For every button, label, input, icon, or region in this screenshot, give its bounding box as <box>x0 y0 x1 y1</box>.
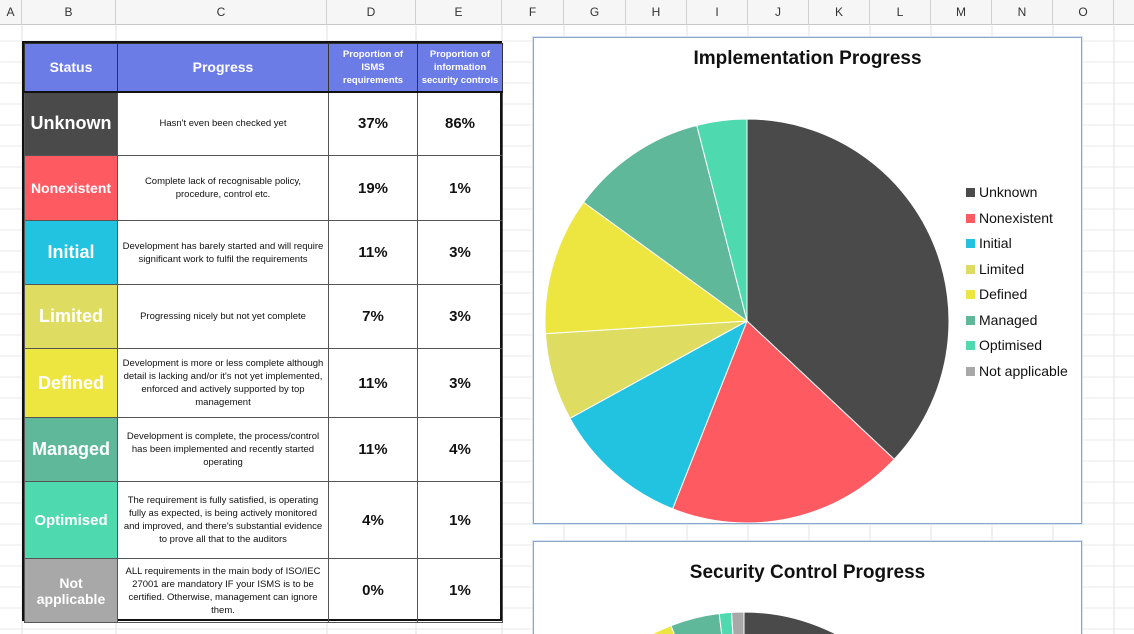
progress-cell[interactable]: ALL requirements in the main body of ISO/IEC 27001 are mandatory IF your ISMS is to be certified. Otherwise, management can ignore them. <box>118 559 329 623</box>
controls-percent-cell[interactable]: 86% <box>418 92 503 156</box>
implementation-progress-chart[interactable] <box>533 37 1082 524</box>
security-control-progress-chart[interactable] <box>533 541 1082 634</box>
controls-percent-cell[interactable]: 3% <box>418 221 503 285</box>
legend-label: Unknown <box>979 184 1038 200</box>
isms-percent-cell[interactable]: 4% <box>329 482 418 559</box>
isms-percent-cell[interactable]: 19% <box>329 156 418 221</box>
controls-proportion-header[interactable]: Proportion of information security controls <box>418 44 503 92</box>
column-header[interactable]: E <box>416 0 502 25</box>
table-row <box>25 156 503 221</box>
table-row <box>25 559 503 623</box>
pie-chart <box>534 542 1082 634</box>
status-cell-unknown[interactable]: Unknown <box>25 92 118 156</box>
legend-label: Optimised <box>979 337 1043 353</box>
status-table <box>22 41 502 621</box>
status-cell-defined[interactable]: Defined <box>25 349 118 418</box>
column-header[interactable]: G <box>564 0 626 25</box>
controls-percent-cell[interactable]: 1% <box>418 482 503 559</box>
status-cell-initial[interactable]: Initial <box>25 221 118 285</box>
status-cell-limited[interactable]: Limited <box>25 285 118 349</box>
isms-percent-cell[interactable]: 11% <box>329 418 418 482</box>
legend-item <box>966 361 1068 387</box>
column-header[interactable]: L <box>870 0 931 25</box>
status-header[interactable]: Status <box>25 44 118 92</box>
table-header-row <box>25 44 503 92</box>
column-header[interactable]: B <box>22 0 116 25</box>
legend-swatch <box>966 367 975 376</box>
progress-cell[interactable]: Development has barely started and will require significant work to fulfil the requirements <box>118 221 329 285</box>
column-header[interactable]: C <box>116 0 327 25</box>
controls-percent-cell[interactable]: 1% <box>418 156 503 221</box>
column-header[interactable]: A <box>0 0 22 25</box>
column-header[interactable]: H <box>626 0 687 25</box>
status-cell-nonexistent[interactable]: Nonexistent <box>25 156 118 221</box>
legend-swatch <box>966 214 975 223</box>
table-row <box>25 482 503 559</box>
legend-label: Not applicable <box>979 362 1068 379</box>
legend-swatch <box>966 265 975 274</box>
progress-cell[interactable]: The requirement is fully satisfied, is operating fully as expected, is being actively monitored and improved, and there's substantial evidence to prove all that to the auditors <box>118 482 329 559</box>
table-row <box>25 285 503 349</box>
progress-header[interactable]: Progress <box>118 44 329 92</box>
progress-cell[interactable]: Development is more or less complete although detail is lacking and/or it's not yet implemented, enforced and actively supported by top management <box>118 349 329 418</box>
pie-slice-not-applicable[interactable] <box>732 612 744 634</box>
chart-title: Implementation Progress <box>693 48 922 69</box>
legend-item <box>966 259 1068 285</box>
status-cell-managed[interactable]: Managed <box>25 418 118 482</box>
column-header[interactable]: N <box>992 0 1053 25</box>
legend-label: Defined <box>979 286 1028 302</box>
column-header[interactable]: O <box>1053 0 1114 25</box>
progress-cell[interactable]: Complete lack of recognisable policy, procedure, control etc. <box>118 156 329 221</box>
table-row <box>25 418 503 482</box>
legend-swatch <box>966 290 975 299</box>
chart-title: Security Control Progress <box>689 562 926 583</box>
legend-item <box>966 233 1068 259</box>
column-header[interactable]: F <box>502 0 564 25</box>
isms-percent-cell[interactable]: 11% <box>329 349 418 418</box>
progress-cell[interactable]: Progressing nicely but not yet complete <box>118 285 329 349</box>
isms-percent-cell[interactable]: 7% <box>329 285 418 349</box>
chart-legend <box>966 182 1068 386</box>
progress-cell[interactable]: Hasn't even been checked yet <box>118 92 329 156</box>
legend-label: Initial <box>979 235 1012 251</box>
legend-label: Nonexistent <box>979 209 1053 226</box>
controls-percent-cell[interactable]: 3% <box>418 349 503 418</box>
table-row <box>25 221 503 285</box>
status-cell-optimised[interactable]: Optimised <box>25 482 118 559</box>
table-row <box>25 92 503 156</box>
controls-percent-cell[interactable]: 1% <box>418 559 503 623</box>
status-cell-not-applicable[interactable]: Not applicable <box>25 559 118 623</box>
legend-item <box>966 208 1068 234</box>
legend-swatch <box>966 341 975 350</box>
legend-label: Managed <box>979 311 1038 328</box>
legend-item <box>966 310 1068 336</box>
isms-percent-cell[interactable]: 11% <box>329 221 418 285</box>
table-row <box>25 349 503 418</box>
isms-proportion-header[interactable]: Proportion of ISMS requirements <box>329 44 418 92</box>
legend-swatch <box>966 239 975 248</box>
column-header[interactable]: K <box>809 0 870 25</box>
column-header[interactable]: M <box>931 0 992 25</box>
column-header-bar <box>0 0 1134 25</box>
column-header[interactable]: I <box>687 0 748 25</box>
column-header[interactable]: J <box>748 0 809 25</box>
legend-swatch <box>966 316 975 325</box>
legend-item <box>966 335 1068 361</box>
legend-label: Limited <box>979 260 1025 277</box>
legend-item <box>966 182 1068 208</box>
column-header[interactable]: D <box>327 0 416 25</box>
isms-percent-cell[interactable]: 0% <box>329 559 418 623</box>
isms-percent-cell[interactable]: 37% <box>329 92 418 156</box>
legend-item <box>966 284 1068 310</box>
legend-swatch <box>966 188 975 197</box>
controls-percent-cell[interactable]: 4% <box>418 418 503 482</box>
progress-cell[interactable]: Development is complete, the process/control has been implemented and recently started operating <box>118 418 329 482</box>
controls-percent-cell[interactable]: 3% <box>418 285 503 349</box>
